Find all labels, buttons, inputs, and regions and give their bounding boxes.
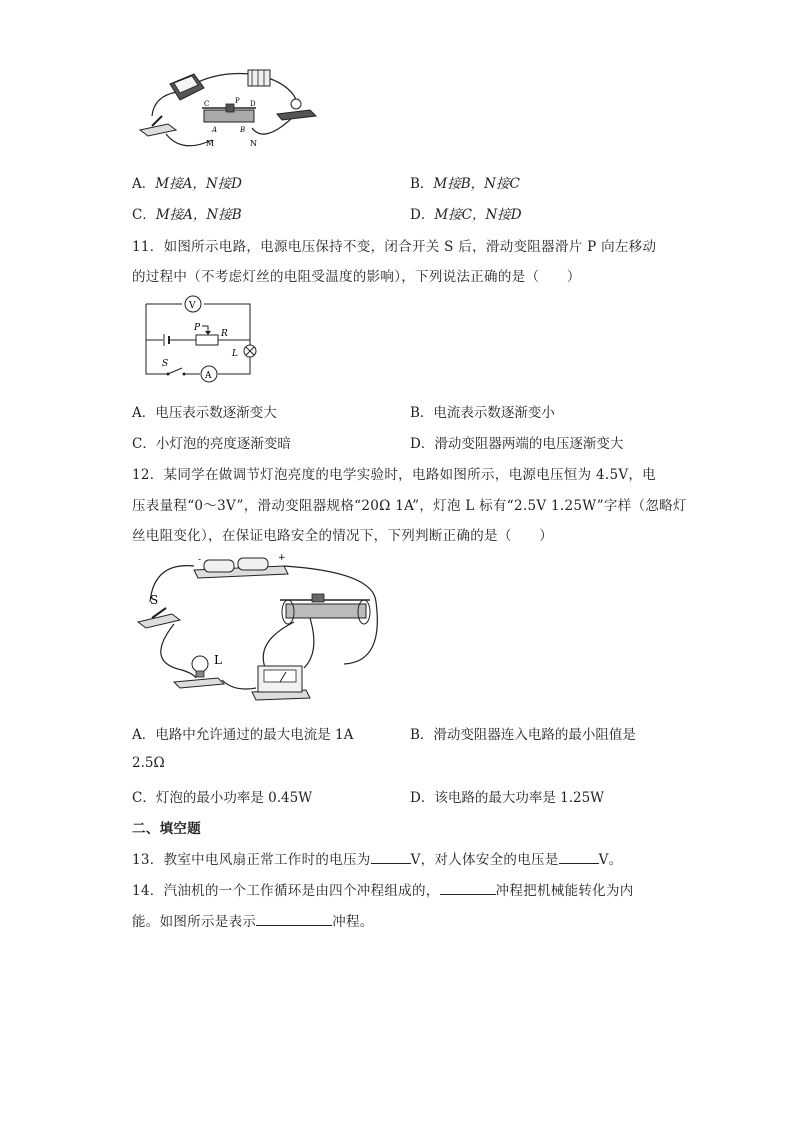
option-text: 电压表示数逐渐变大 [155, 405, 277, 421]
option-text: 小灯泡的亮度逐渐变暗 [155, 436, 291, 452]
q12-label-plus: + [278, 553, 286, 563]
option-text: M接C，N接D [434, 207, 522, 223]
q11-label-l: L [232, 349, 238, 359]
q10-label-b: B [240, 126, 246, 134]
option-text: 2.5Ω [132, 755, 165, 771]
q10-label-m: M [206, 139, 215, 148]
q11-option-b [410, 401, 555, 421]
q13-text-2: V，对人体安全的电压是 [410, 852, 559, 868]
q11-label-v: V [189, 301, 196, 311]
q12-stem-line1: 12．某同学在做调节灯泡亮度的电学实验时，电路如图所示，电源电压恒为 4.5V，电 [132, 467, 656, 483]
q10-circuit-figure [132, 66, 322, 156]
q11-label-r: R [221, 329, 228, 339]
q14-text-1: 14．汽油机的一个工作循环是由四个冲程组成的， [132, 883, 440, 899]
q13-blank-1[interactable] [371, 850, 411, 864]
q12-circuit-figure [134, 552, 384, 702]
q11-stem-line2: 的过程中（不考虑灯丝的电阻受温度的影响），下列说法正确的是（ ） [132, 269, 581, 285]
option-text: 电流表示数逐渐变小 [433, 405, 555, 421]
option-letter: C． [132, 790, 156, 806]
option-text: M接B，N接C [433, 176, 520, 192]
q12-label-s: S [150, 593, 159, 607]
option-letter: D． [410, 436, 435, 452]
q10-option-d [410, 203, 522, 223]
q12-stem-line3: 丝电阻变化），在保证电路安全的情况下，下列判断正确的是（ ） [132, 528, 554, 544]
section-title: 二、填空题 [132, 821, 201, 837]
q11-option-c [132, 432, 291, 452]
q10-label-a: A [212, 126, 218, 134]
q11-option-d [410, 432, 623, 452]
q10-label-d: D [250, 100, 256, 108]
q10-option-b [410, 172, 520, 192]
option-letter: A． [132, 176, 156, 192]
option-letter: B． [410, 176, 434, 192]
q11-option-a [132, 401, 277, 421]
q11-label-p: P [194, 323, 201, 333]
q14-blank-2[interactable] [256, 912, 332, 926]
q11-label-s: S [162, 359, 169, 369]
q14-text-3: 能。如图所示是表示 [132, 914, 257, 930]
q10-option-a [132, 172, 242, 192]
option-text: 滑动变阻器两端的电压逐渐变大 [434, 436, 624, 452]
option-text: M接A，N接B [155, 207, 242, 223]
option-text: 灯泡的最小功率是 0.45W [155, 790, 313, 806]
option-letter: D． [410, 207, 435, 223]
option-letter: A． [132, 405, 156, 421]
q14-blank-1[interactable] [440, 881, 496, 895]
q13-text-1: 13．教室中电风扇正常工作时的电压为 [132, 852, 371, 868]
q10-label-n: N [250, 139, 257, 148]
q10-label-c: C [204, 100, 210, 108]
q12-option-c [132, 786, 312, 806]
option-letter: C． [132, 207, 156, 223]
q11-circuit-diagram [138, 294, 264, 384]
q12-option-d [410, 786, 604, 806]
q11-label-a: A [205, 371, 212, 381]
option-text: 电路中允许通过的最大电流是 1A [155, 727, 354, 743]
q12-option-b-continued [132, 755, 165, 771]
q13-text-3: V。 [598, 852, 623, 868]
q13-blank-2[interactable] [559, 850, 599, 864]
q12-stem-line2: 压表量程“0～3V”，滑动变阻器规格“20Ω 1A”，灯泡 L 标有“2.5V 1.25W”字样（忽略灯 [132, 498, 687, 514]
q14-text-4: 冲程。 [332, 914, 374, 930]
option-text: 该电路的最大功率是 1.25W [434, 790, 605, 806]
q12-option-a [132, 723, 353, 743]
option-text: M接A，N接D [155, 176, 242, 192]
option-letter: C． [132, 436, 156, 452]
option-letter: D． [410, 790, 435, 806]
q12-label-minus: - [198, 555, 202, 565]
q14-text-2: 冲程把机械能转化为内 [495, 883, 634, 899]
q13 [132, 848, 623, 868]
q12-label-l: L [214, 653, 222, 667]
option-letter: B． [410, 405, 434, 421]
q14-line1 [132, 879, 634, 899]
q10-label-p: P [235, 97, 240, 105]
q12-option-b [410, 723, 636, 743]
q11-stem-line1: 11．如图所示电路，电源电压保持不变，闭合开关 S 后，滑动变阻器滑片 P 向左移动 [132, 239, 657, 255]
option-letter: A． [132, 727, 156, 743]
option-text: 滑动变阻器连入电路的最小阻值是 [433, 727, 636, 743]
option-letter: B． [410, 727, 434, 743]
q14-line2 [132, 910, 374, 930]
q10-option-c [132, 203, 242, 223]
